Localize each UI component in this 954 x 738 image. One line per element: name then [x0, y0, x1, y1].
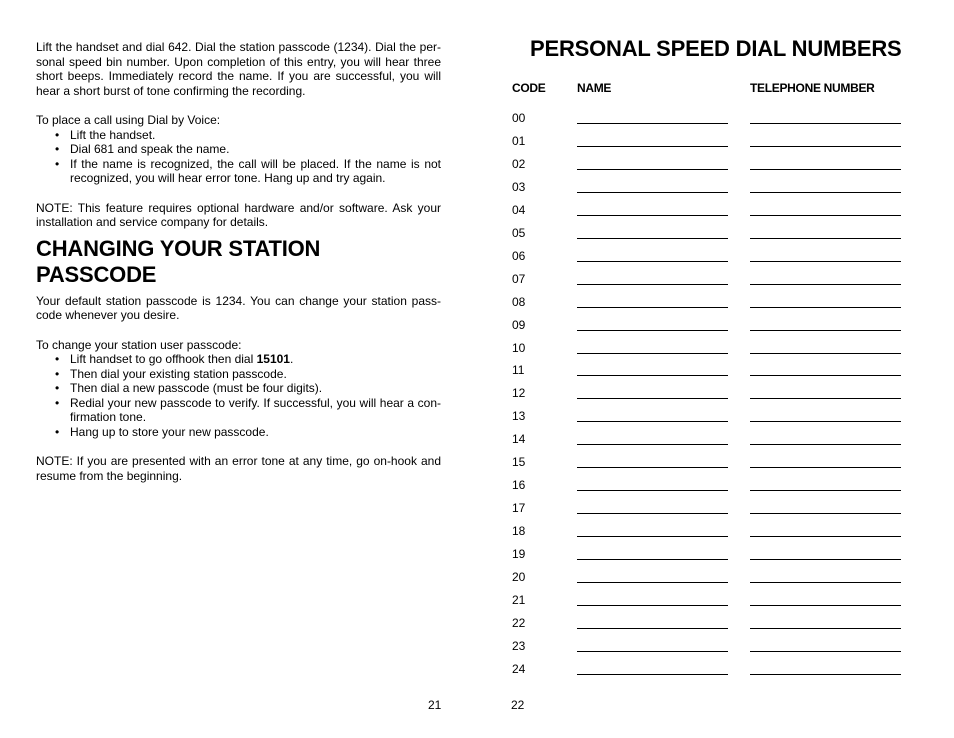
telephone-entry-line [750, 513, 901, 514]
speed-code: 08 [512, 294, 526, 309]
name-entry-line [577, 490, 728, 491]
telephone-entry-line [750, 536, 901, 537]
telephone-entry-line [750, 169, 901, 170]
name-entry-line [577, 284, 728, 285]
telephone-entry-line [750, 330, 901, 331]
telephone-entry-line [750, 123, 901, 124]
speed-code: 03 [512, 179, 526, 194]
page-title: PERSONAL SPEED DIAL NUMBERS [530, 36, 902, 61]
telephone-entry-line [750, 284, 901, 285]
bullet: • [55, 142, 60, 157]
list-item: • Then dial a new passcode (must be four digits). [55, 381, 323, 396]
telephone-entry-line [750, 674, 901, 675]
name-entry-line [577, 467, 728, 468]
speed-code: 02 [512, 156, 526, 171]
table-row [477, 295, 954, 315]
table-row [477, 180, 954, 200]
speed-code: 09 [512, 317, 526, 332]
list-item: • Lift handset to go offhook then dial 15101. [55, 352, 294, 367]
speed-code: 14 [512, 432, 526, 447]
name-entry-line [577, 261, 728, 262]
name-entry-line [577, 559, 728, 560]
dial-by-voice-heading: To place a call using Dial by Voice: [36, 112, 221, 127]
telephone-entry-line [750, 215, 901, 216]
telephone-entry-line [750, 353, 901, 354]
bullet: • [55, 381, 60, 396]
telephone-entry-line [750, 375, 901, 376]
telephone-entry-line [750, 628, 901, 629]
speed-code: 12 [512, 386, 526, 401]
name-entry-line [577, 421, 728, 422]
speed-code: 19 [512, 547, 526, 562]
table-row [477, 547, 954, 567]
note-hardware: NOTE: This feature requires optional hardware and/or software. Ask your installation and service company for details. [36, 200, 441, 230]
column-header-name: NAME [577, 81, 612, 95]
change-passcode-steps [36, 352, 441, 440]
table-row [477, 341, 954, 361]
list-item: • Hang up to store your new passcode. [55, 425, 269, 440]
speed-code: 04 [512, 202, 526, 217]
telephone-entry-line [750, 146, 901, 147]
name-entry-line [577, 123, 728, 124]
table-row [477, 501, 954, 521]
table-row [477, 134, 954, 154]
telephone-entry-line [750, 559, 901, 560]
speed-code: 21 [512, 592, 526, 607]
name-entry-line [577, 146, 728, 147]
speed-code: 24 [512, 661, 526, 676]
page-number: 21 [428, 698, 442, 712]
telephone-entry-line [750, 398, 901, 399]
telephone-entry-line [750, 421, 901, 422]
table-row [477, 432, 954, 452]
table-row [477, 249, 954, 269]
speed-code: 20 [512, 570, 526, 584]
name-entry-line [577, 651, 728, 652]
speed-code: 11 [512, 363, 525, 378]
dial-by-voice-steps [36, 128, 441, 186]
table-row [477, 639, 954, 659]
telephone-entry-line [750, 582, 901, 583]
table-row [477, 478, 954, 498]
speed-code: 01 [512, 133, 526, 148]
speed-code: 05 [512, 225, 526, 240]
table-row [477, 570, 954, 590]
telephone-entry-line [750, 238, 901, 239]
table-row [477, 662, 954, 682]
table-row [477, 318, 954, 338]
speed-code: 00 [512, 111, 526, 125]
table-row [477, 111, 954, 131]
name-entry-line [577, 169, 728, 170]
speed-code: 17 [512, 501, 526, 516]
name-entry-line [577, 536, 728, 537]
right-page [477, 0, 954, 738]
name-entry-line [577, 192, 728, 193]
bullet: • [55, 352, 60, 367]
section-title: CHANGING YOUR STATION PASSCODE [36, 235, 321, 287]
intro-paragraph: Lift the handset and dial 642. Dial the station passcode (1234). Dial the per-sonal speed bin number. Upon completion of this entry, you will hear three short beeps. Immediately record the name. If you are successful, you will hear a short burst of tone confirming the recording. [36, 40, 441, 98]
column-header-code: CODE [512, 81, 546, 95]
telephone-entry-line [750, 307, 901, 308]
name-entry-line [577, 353, 728, 354]
list-item: • Lift the handset. [55, 127, 156, 142]
speed-code: 15 [512, 455, 526, 470]
left-page-content [36, 40, 441, 483]
name-entry-line [577, 375, 728, 376]
speed-code: 10 [512, 340, 526, 355]
table-row [477, 203, 954, 223]
speed-code: 13 [512, 409, 526, 424]
telephone-entry-line [750, 444, 901, 445]
column-header-telephone: TELEPHONE NUMBER [750, 81, 875, 95]
telephone-entry-line [750, 605, 901, 606]
bullet: • [55, 127, 60, 142]
name-entry-line [577, 398, 728, 399]
table-row [477, 455, 954, 475]
name-entry-line [577, 330, 728, 331]
name-entry-line [577, 215, 728, 216]
speed-code: 23 [512, 638, 526, 653]
speed-code: 16 [512, 478, 526, 493]
speed-code: 22 [512, 615, 526, 630]
list-item: • Dial 681 and speak the name. [55, 142, 230, 157]
default-passcode-paragraph: Your default station passcode is 1234. You can change your station pass-code whenever you desire. [36, 293, 441, 323]
name-entry-line [577, 513, 728, 514]
telephone-entry-line [750, 490, 901, 491]
list-item: • If the name is recognized, the call will be placed. If the name is not recognized, you will hear error tone. Hang up and try again. [55, 156, 441, 186]
table-row [477, 386, 954, 406]
name-entry-line [577, 444, 728, 445]
feature-code: 15101 [256, 352, 290, 367]
bullet: • [55, 395, 60, 410]
table-row [477, 524, 954, 544]
speed-code: 07 [512, 271, 526, 286]
name-entry-line [577, 307, 728, 308]
name-entry-line [577, 628, 728, 629]
name-entry-line [577, 582, 728, 583]
bullet: • [55, 425, 60, 440]
speed-code: 06 [512, 248, 526, 263]
list-item: • Then dial your existing station passcode. [55, 366, 287, 381]
name-entry-line [577, 238, 728, 239]
table-row [477, 157, 954, 177]
speed-code: 18 [512, 524, 526, 539]
bullet: • [55, 366, 60, 381]
table-row [477, 616, 954, 636]
table-row [477, 409, 954, 429]
telephone-entry-line [750, 261, 901, 262]
bullet: • [55, 156, 60, 171]
telephone-entry-line [750, 192, 901, 193]
change-passcode-heading: To change your station user passcode: [36, 337, 242, 352]
telephone-entry-line [750, 651, 901, 652]
table-row [477, 226, 954, 246]
table-row [477, 272, 954, 292]
name-entry-line [577, 605, 728, 606]
page-number: 22 [511, 698, 525, 712]
name-entry-line [577, 674, 728, 675]
note-error-tone: NOTE: If you are presented with an error tone at any time, go on-hook and resume from the beginning. [36, 454, 441, 483]
table-row [477, 593, 954, 613]
telephone-entry-line [750, 467, 901, 468]
table-row [477, 363, 954, 383]
list-item: • Redial your new passcode to verify. If successful, you will hear a con-firmation tone. [55, 395, 441, 425]
